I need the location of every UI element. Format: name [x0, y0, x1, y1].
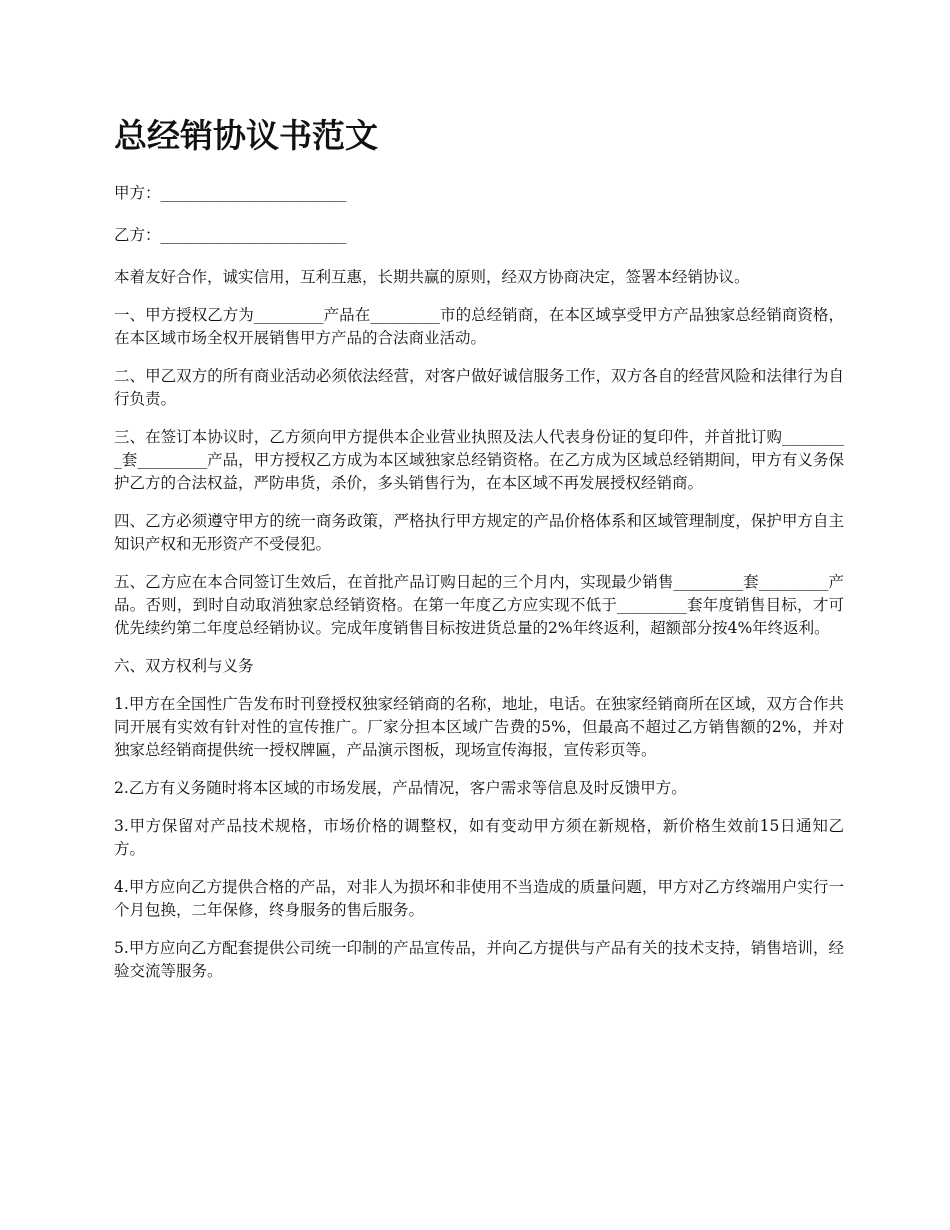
clause-5-paragraph: 五、乙方应在本合同签订生效后，在首批产品订购日起的三个月内，实现最少销售_________套_________产品。否则，到时自动取消独家总经销资格。在第一年度乙方应实现不低于_________套年度销售目标，才可优先续约第二年度总经销协议。完成年度销售目标按进货总量的2%年终返利，超额部分按4%年终返利。 — [114, 573, 844, 637]
party-b-line: 乙方：________________________ — [114, 226, 347, 244]
item-1-paragraph: 1.甲方在全国性广告发布时刊登授权独家经销商的名称，地址，电话。在独家经销商所在区域，双方合作共同开展有实效有针对性的宣传推广。厂家分担本区域广告费的5%，但最高不超过乙方销售额的2%，并对独家总经销商提供统一授权牌匾，产品演示图板，现场宣传海报，宣传彩页等。 — [114, 695, 844, 759]
preamble-paragraph: 本着友好合作，诚实信用，互利互惠，长期共赢的原则，经双方协商决定，签署本经销协议。 — [114, 268, 750, 286]
clause-3-paragraph: 三、在签订本协议时，乙方须向甲方提供本企业营业执照及法人代表身份证的复印件，并首批订购_________套_________产品，甲方授权乙方成为本区域独家总经销资格。在乙方成为区域总经销期间，甲方有义务保护乙方的合法权益，严防串货，杀价，多头销售行为，在本区域不再发展授权经销商。 — [114, 428, 844, 492]
document-title: 总经销协议书范文 — [114, 116, 378, 155]
clause-2-paragraph: 二、甲乙双方的所有商业活动必须依法经营，对客户做好诚信服务工作，双方各自的经营风险和法律行为自行负责。 — [114, 367, 844, 408]
item-2-paragraph: 2.乙方有义务随时将本区域的市场发展，产品情况，客户需求等信息及时反馈甲方。 — [114, 779, 687, 797]
document-body — [114, 112, 844, 998]
item-4-paragraph: 4.甲方应向乙方提供合格的产品，对非人为损坏和非使用不当造成的质量问题，甲方对乙方终端用户实行一个月包换，二年保修，终身服务的售后服务。 — [114, 878, 844, 919]
clause-4-paragraph: 四、乙方必须遵守甲方的统一商务政策，严格执行甲方规定的产品价格体系和区域管理制度，保护甲方自主知识产权和无形资产不受侵犯。 — [114, 512, 844, 553]
party-a-line: 甲方：________________________ — [114, 184, 347, 202]
clause-6-heading: 六、双方权利与义务 — [114, 657, 254, 675]
item-3-paragraph: 3.甲方保留对产品技术规格，市场价格的调整权，如有变动甲方须在新规格，新价格生效前15日通知乙方。 — [114, 817, 844, 858]
clause-1-paragraph: 一、甲方授权乙方为_________产品在_________市的总经销商，在本区域享受甲方产品独家总经销商资格，在本区域市场全权开展销售甲方产品的合法商业活动。 — [114, 306, 844, 347]
item-5-paragraph: 5.甲方应向乙方配套提供公司统一印制的产品宣传品，并向乙方提供与产品有关的技术支持，销售培训，经验交流等服务。 — [114, 939, 844, 980]
